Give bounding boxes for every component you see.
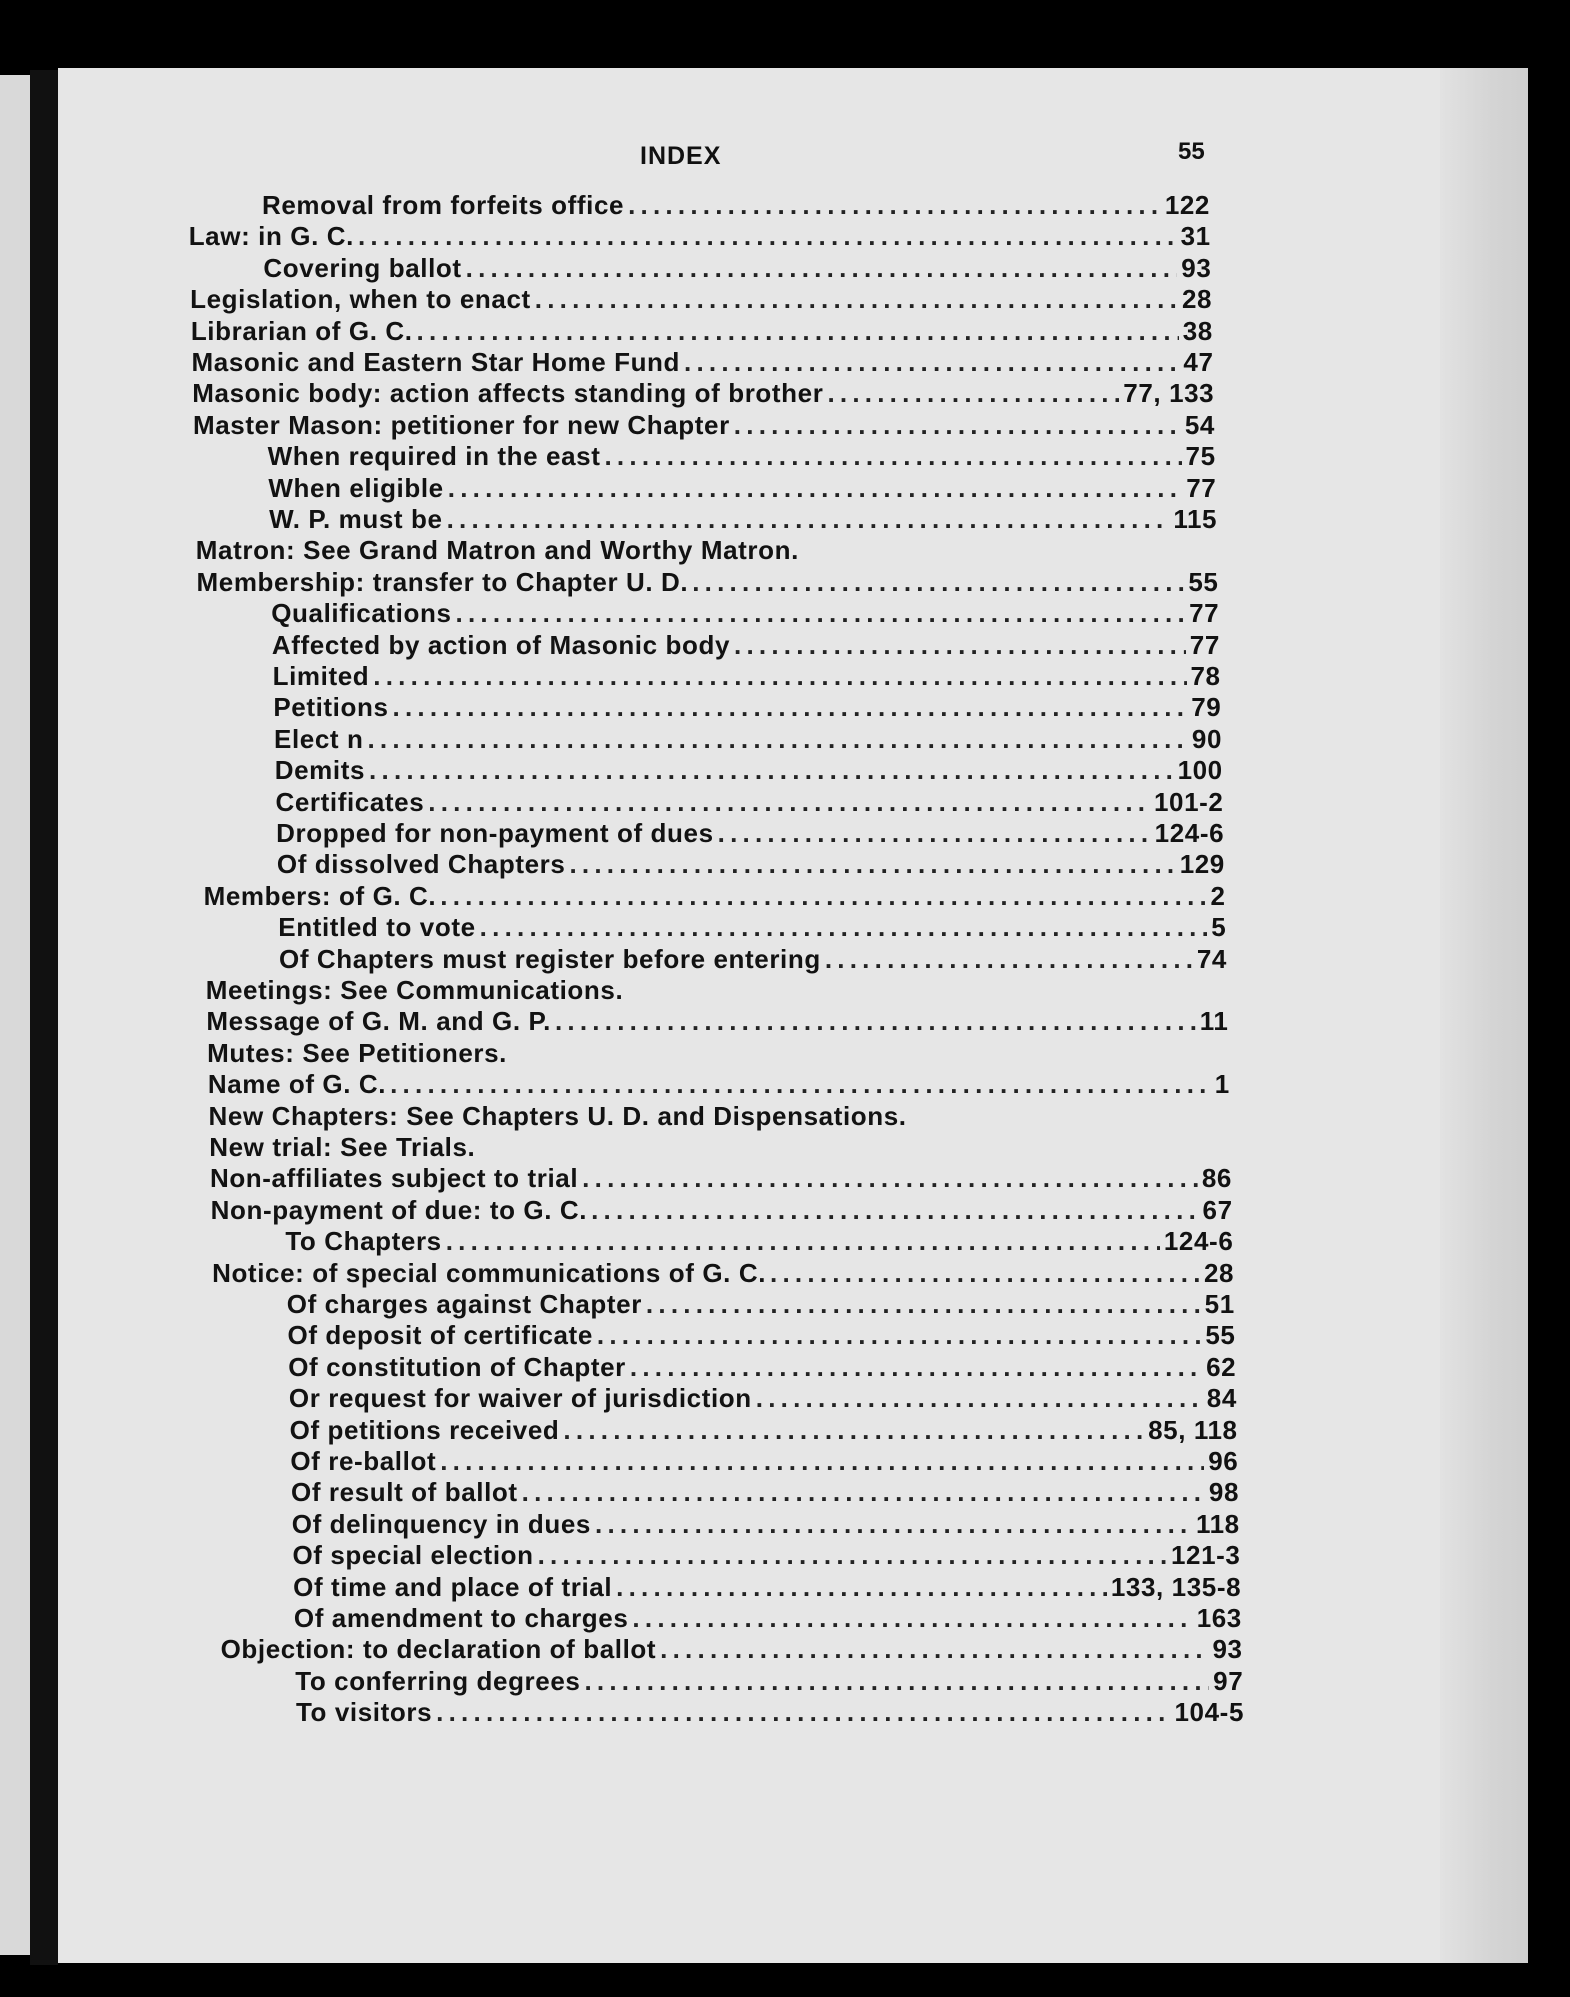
index-entry-page: 118	[1196, 1508, 1240, 1539]
dot-leader	[369, 755, 1174, 786]
dot-leader	[770, 1258, 1200, 1289]
index-entry	[189, 221, 1211, 253]
dot-leader	[390, 1069, 1211, 1100]
index-entry	[291, 1477, 1239, 1509]
dot-leader	[756, 1383, 1203, 1414]
dot-leader	[684, 347, 1179, 378]
dot-leader	[522, 1477, 1205, 1508]
index-entry-page: 31	[1180, 221, 1211, 252]
index-entry	[285, 1226, 1233, 1258]
index-entry-label: New trial: See Trials.	[209, 1132, 476, 1162]
index-entry-label: Non-affiliates subject to trial	[209, 1163, 579, 1194]
dot-leader	[367, 724, 1187, 755]
dot-leader	[734, 410, 1181, 441]
index-entry-page: 85, 118	[1148, 1414, 1238, 1445]
index-entry-page: 62	[1206, 1351, 1237, 1382]
index-entry-page: 77, 133	[1123, 378, 1215, 409]
index-entry	[290, 1415, 1238, 1447]
index-entry-label: New Chapters: See Chapters U. D. and Dispensations.	[208, 1100, 907, 1131]
index-entry	[209, 1132, 1231, 1164]
index-entry-page: 47	[1183, 347, 1214, 377]
index-entry-label: Affected by action of Masonic body	[271, 629, 731, 660]
index-entry-label: W. P. must be	[269, 504, 443, 534]
dot-leader	[569, 849, 1175, 880]
index-entry-label: Name of G. C.	[207, 1069, 387, 1100]
index-entry-page: 55	[1188, 566, 1219, 597]
index-entry-page: 77	[1189, 629, 1220, 660]
index-entry-label: Dropped for non-payment of dues	[276, 818, 714, 848]
index-entry	[221, 1634, 1243, 1666]
index-entry-label: To conferring degrees	[295, 1665, 581, 1696]
index-entry-page: 101-2	[1153, 786, 1224, 817]
index-entry	[288, 1320, 1236, 1352]
index-entry-label: Mutes: See Petitioners.	[207, 1037, 508, 1068]
index-entry-page: 78	[1190, 661, 1221, 691]
index-entry	[208, 1069, 1230, 1101]
index-entry	[273, 692, 1221, 724]
index-entry-label: Petitions	[273, 692, 389, 723]
index-entry	[290, 1446, 1238, 1478]
index-entry	[271, 598, 1219, 630]
index-entry-label: Demits	[274, 755, 366, 786]
index-entry	[196, 535, 1218, 567]
dot-leader	[456, 598, 1186, 629]
dot-leader	[630, 1352, 1202, 1383]
index-entry-page: 122	[1164, 190, 1210, 220]
index-entry	[276, 818, 1224, 850]
dot-leader	[428, 787, 1150, 818]
index-entry	[206, 975, 1228, 1007]
index-entry-page: 93	[1181, 252, 1212, 283]
index-entry-page: 129	[1179, 849, 1225, 880]
page-title: INDEX	[640, 142, 722, 170]
index-entry-page: 104-5	[1174, 1697, 1244, 1728]
index-entry-page: 77	[1189, 598, 1220, 629]
index-entry	[212, 1258, 1234, 1290]
dot-leader	[373, 661, 1186, 692]
index-entry-label: Of special election	[292, 1540, 534, 1571]
index-entry	[191, 316, 1213, 348]
index-entry-label: Membership: transfer to Chapter U. D.	[196, 566, 689, 597]
index-entry	[206, 1006, 1228, 1038]
index-entry-page: 98	[1208, 1477, 1240, 1508]
index-entry	[296, 1697, 1244, 1729]
dot-leader	[446, 1226, 1160, 1257]
index-entry	[275, 787, 1223, 819]
index-entry-page: 77	[1186, 472, 1217, 503]
index-entry-label: To visitors	[296, 1697, 433, 1728]
index-entry-page: 100	[1177, 755, 1223, 786]
dot-leader	[466, 253, 1178, 284]
index-entry	[289, 1383, 1237, 1415]
index-entry	[294, 1603, 1242, 1635]
index-entry-label: Objection: to declaration of ballot	[220, 1634, 657, 1665]
index-entry	[263, 253, 1211, 285]
index-entry-label: Master Mason: petitioner for new Chapter	[192, 409, 730, 440]
index-entry-label: Of dissolved Chapters	[276, 849, 566, 880]
dot-leader	[734, 630, 1186, 661]
index-entry	[279, 944, 1227, 976]
index-entry	[262, 190, 1210, 222]
index-entry-page: 133, 135-8	[1110, 1571, 1242, 1602]
dot-leader	[417, 316, 1179, 347]
index-entry	[268, 441, 1216, 473]
index-entry-label: Or request for waiver of jurisdiction	[288, 1383, 752, 1414]
index-entry-page: 90	[1191, 723, 1223, 754]
index-entry-label: Of result of ballot	[291, 1477, 518, 1508]
index-entry-label: Of petitions received	[289, 1414, 560, 1445]
index-entry-label: Certificates	[275, 786, 425, 817]
index-entry-label: Masonic body: action affects standing of brother	[192, 378, 824, 409]
dot-leader	[616, 1572, 1107, 1603]
index-entry	[193, 410, 1215, 442]
index-entry-label: Of amendment to charges	[293, 1603, 629, 1633]
index-entry-page: 28	[1182, 284, 1213, 315]
index-entry-label: Masonic and Eastern Star Home Fund	[191, 347, 681, 377]
index-entry-label: Elect n	[274, 723, 364, 754]
dot-leader	[595, 1509, 1192, 1540]
dot-leader	[597, 1320, 1201, 1351]
dot-leader	[718, 818, 1151, 849]
dot-leader	[628, 190, 1161, 221]
dot-leader	[393, 692, 1188, 723]
index-entry-page: 74	[1196, 943, 1227, 974]
dot-leader	[563, 1415, 1144, 1446]
index-entry	[287, 1289, 1235, 1321]
index-entry-page: 93	[1212, 1634, 1243, 1665]
index-entry-label: Of Chapters must register before entering	[279, 943, 821, 974]
index-entry	[277, 849, 1225, 881]
index-entry-page: 121-3	[1170, 1540, 1241, 1571]
index-entry-page: 28	[1203, 1257, 1235, 1288]
dot-leader	[440, 881, 1206, 912]
index-entry-page: 11	[1199, 1006, 1229, 1037]
dot-leader	[555, 1006, 1196, 1037]
index-entry-label: Message of G. M. and G. P.	[206, 1006, 551, 1037]
index-entry-label: Of delinquency in dues	[291, 1508, 591, 1539]
index-entry-page: 86	[1201, 1163, 1232, 1194]
index-entry-page: 79	[1191, 692, 1222, 723]
dot-leader	[584, 1666, 1209, 1697]
index-entry	[272, 630, 1220, 662]
index-entry-label: Librarian of G. C.	[190, 315, 413, 346]
index-entry	[268, 473, 1216, 505]
index-entry	[197, 567, 1219, 599]
dot-leader	[436, 1697, 1170, 1728]
dot-leader	[632, 1603, 1192, 1634]
index-entry	[288, 1352, 1236, 1384]
dot-leader	[535, 284, 1178, 315]
index-entry-label: Of charges against Chapter	[286, 1289, 642, 1319]
index-entry-label: When eligible	[268, 472, 444, 503]
index-entry-page: 54	[1184, 409, 1215, 440]
index-entry-label: Notice: of special communications of G. C.	[212, 1257, 767, 1288]
index-entry-label: Removal from forfeits office	[262, 190, 625, 220]
index-entry-page: 55	[1205, 1320, 1236, 1351]
index-entry	[273, 661, 1221, 693]
index-entry-label: Of deposit of certificate	[287, 1320, 593, 1351]
index-entry-page: 67	[1202, 1194, 1233, 1225]
index-entry-page: 1	[1214, 1069, 1230, 1100]
index-entry-label: When required in the east	[267, 441, 601, 472]
index-entry	[274, 724, 1222, 756]
index-entry	[275, 755, 1223, 787]
index-entry	[192, 378, 1214, 410]
index-entry-label: Of time and place of trial	[293, 1571, 613, 1602]
dot-leader	[827, 378, 1119, 409]
index-entry-label: Of re-ballot	[290, 1446, 437, 1476]
dot-leader	[538, 1540, 1167, 1571]
index-entry-page: 75	[1185, 441, 1216, 472]
dot-leader	[358, 221, 1177, 252]
index-entry-page: 124-6	[1163, 1226, 1234, 1257]
page-number: 55	[1178, 138, 1205, 165]
index-entry-page: 96	[1208, 1446, 1239, 1476]
index-entry	[209, 1101, 1231, 1133]
index-entry-label: Entitled to vote	[278, 912, 476, 943]
dot-leader	[447, 504, 1170, 535]
dot-leader	[448, 473, 1183, 504]
index-entry-label: Law: in G. C.	[188, 221, 354, 252]
index-entry-label: To Chapters	[285, 1226, 442, 1257]
index-entry-page: 163	[1196, 1603, 1242, 1633]
index-entry	[192, 347, 1214, 379]
index-entry	[292, 1540, 1240, 1572]
index-entry	[190, 284, 1212, 316]
index-entry-page: 84	[1206, 1383, 1237, 1414]
index-entry	[293, 1572, 1241, 1604]
index-entry-label: Covering ballot	[263, 252, 462, 283]
dot-leader	[660, 1634, 1208, 1665]
dot-leader	[480, 912, 1208, 943]
dot-leader	[440, 1446, 1204, 1477]
index-entry-page: 97	[1213, 1665, 1244, 1696]
index-entry-label: Matron: See Grand Matron and Worthy Matron.	[195, 535, 799, 566]
index-entry-page: 51	[1204, 1289, 1235, 1319]
index-entry-page: 124-6	[1154, 818, 1225, 848]
index-entry	[210, 1163, 1232, 1195]
dot-leader	[825, 944, 1193, 975]
index-entry-page: 5	[1211, 912, 1227, 943]
index-entry-page: 38	[1182, 315, 1213, 346]
index-entry	[292, 1509, 1240, 1541]
index-entry	[207, 1038, 1229, 1070]
index-entry	[278, 912, 1226, 944]
index-entry-label: Limited	[272, 661, 370, 691]
index-entry	[295, 1666, 1243, 1698]
index-entry-label: Qualifications	[271, 598, 452, 629]
index-entry	[269, 504, 1217, 536]
index-entry-label: Non-payment of due: to G. C.	[210, 1194, 588, 1225]
index-entry	[211, 1195, 1233, 1227]
dot-leader	[692, 567, 1184, 598]
index-entry-page: 115	[1173, 504, 1218, 534]
index-entry-label: Of constitution of Chapter	[288, 1351, 626, 1382]
index-entry-label: Members: of G. C.	[203, 880, 437, 911]
dot-leader	[591, 1195, 1198, 1226]
dot-leader	[646, 1289, 1201, 1320]
index-entry-label: Meetings: See Communications.	[205, 975, 624, 1005]
index-entry-page: 2	[1210, 880, 1226, 911]
dot-leader	[604, 441, 1181, 472]
dot-leader	[582, 1163, 1198, 1194]
index-entry-label: Legislation, when to enact	[190, 284, 531, 315]
index-entry	[204, 881, 1226, 913]
